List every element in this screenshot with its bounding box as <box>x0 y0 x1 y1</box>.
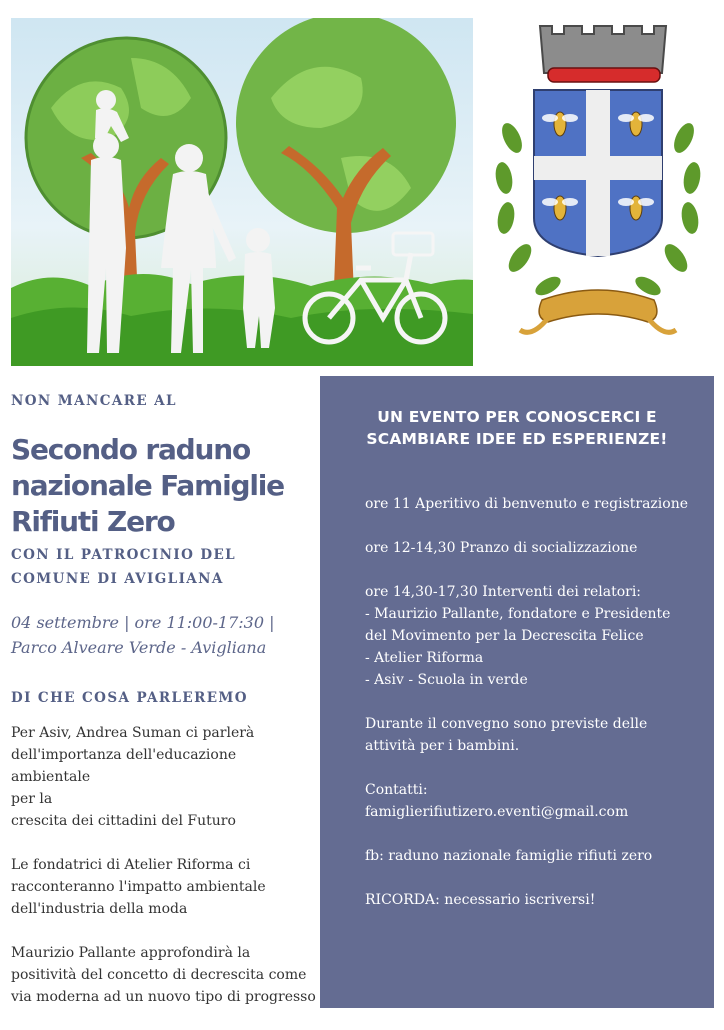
location-line: Parco Alveare Verde - Avigliana <box>11 638 267 657</box>
panel-heading <box>320 406 714 450</box>
patronage-line: CON IL PATROCINIO DEL <box>11 547 237 563</box>
topic-paragraph: Maurizio Pallante approfondirà la positività del concetto di decrescita come via moderna ad un nuovo tipo di progresso <box>11 945 316 1005</box>
contact-info: Contatti: famiglierifiutizero.eventi@gmail.com <box>365 782 629 820</box>
date-line: 04 settembre | ore 11:00-17:30 | <box>11 613 275 632</box>
topics-body <box>11 722 316 1030</box>
program-item: ore 11 Aperitivo di benvenuto e registrazione <box>365 496 689 512</box>
date-location <box>11 610 311 660</box>
program-panel <box>320 376 714 1008</box>
topics-heading: DI CHE COSA PARLEREMO <box>11 690 248 706</box>
program-item: ore 12-14,30 Pranzo di socializzazione <box>365 540 638 556</box>
panel-heading-line: SCAMBIARE IDEE ED ESPERIENZE! <box>366 430 668 448</box>
kicker-text: NON MANCARE AL <box>11 393 177 409</box>
program-item: ore 14,30-17,30 Interventi dei relatori: - Maurizio Pallante, fondatore e Presidente del Movimento per la Decrescita Felice - Atelier Riforma - Asiv - Scuola in verde <box>365 584 671 688</box>
topic-paragraph: Le fondatrici di Atelier Riforma ci racconteranno l'impatto ambientale dell'industria della moda <box>11 857 266 917</box>
hero-illustration <box>11 18 473 366</box>
panel-heading-line: UN EVENTO PER CONOSCERCI E <box>377 408 657 426</box>
patronage-line: COMUNE DI AVIGLIANA <box>11 571 224 587</box>
title-line: nazionale Famiglie <box>11 469 284 502</box>
event-title <box>11 432 311 540</box>
facebook-info: fb: raduno nazionale famiglie rifiuti zero <box>365 848 653 864</box>
program-item: Durante il convegno sono previste delle attività per i bambini. <box>365 716 648 754</box>
title-line: Secondo raduno <box>11 433 251 466</box>
avigliana-coat-of-arms-icon <box>482 18 714 366</box>
panel-body <box>365 493 705 933</box>
family-nature-illustration-icon <box>11 18 473 366</box>
coat-of-arms <box>482 18 714 366</box>
reminder-text: RICORDA: necessario iscriversi! <box>365 892 596 908</box>
topic-paragraph: Per Asiv, Andrea Suman ci parlerà dell'importanza dell'educazione ambientale per la crescita dei cittadini del Futuro <box>11 725 255 829</box>
patronage <box>11 543 311 591</box>
title-line: Rifiuti Zero <box>11 505 175 538</box>
